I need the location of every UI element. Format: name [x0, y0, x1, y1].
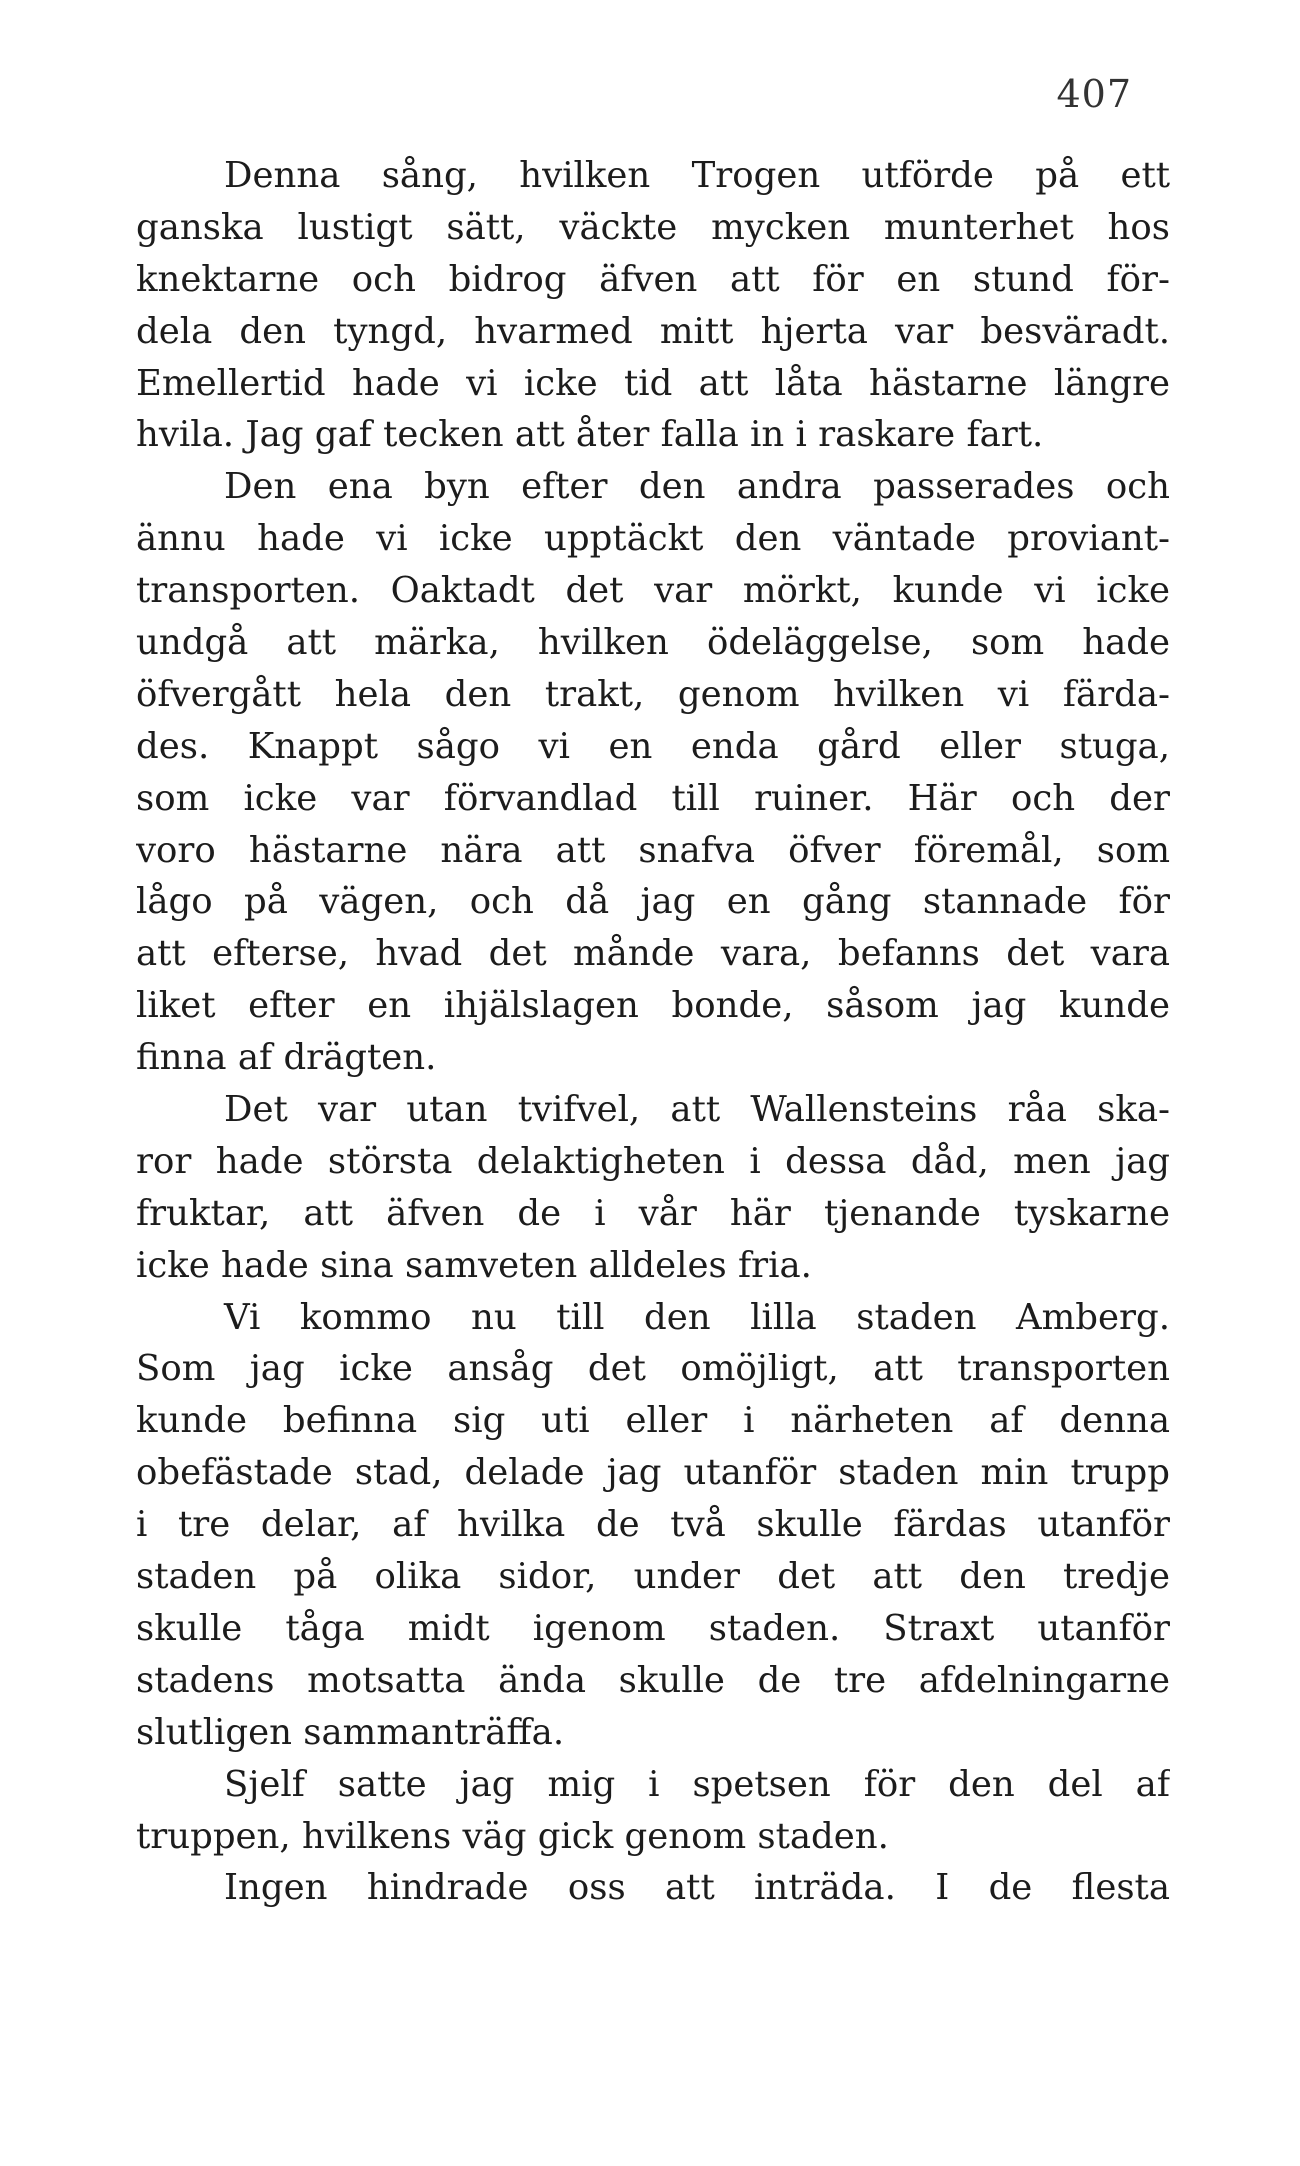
text-line: fruktar, att äfven de i vår här tjenande tyskarne — [136, 1192, 1170, 1234]
text-line: Denna sång, hvilken Trogen utförde på ett — [224, 155, 1170, 196]
text-line: Ingen hindrade oss att inträda. I de flesta — [224, 1867, 1170, 1909]
text-line: ganska lustigt sätt, väckte mycken munterhet hos — [136, 206, 1170, 248]
text-line: Emellertid hade vi icke tid att låta hästarne längre — [136, 362, 1170, 404]
text-line: truppen, hvilkens väg gick genom staden. — [136, 1815, 889, 1857]
page-number: 407 — [1056, 72, 1132, 116]
text-line: slutligen sammanträffa. — [136, 1711, 565, 1753]
text-line: Den ena byn efter den andra passerades och — [224, 466, 1170, 508]
text-line: transporten. Oaktadt det var mörkt, kunde vi icke — [136, 570, 1170, 612]
text-line: stadens motsatta ända skulle de tre afdelningarne — [136, 1659, 1170, 1701]
text-line: voro hästarne nära att snafva öfver föremål, som — [136, 829, 1170, 871]
text-line: lågo på vägen, och då jag en gång stannade för — [136, 881, 1170, 923]
text-line: kunde befinna sig uti eller i närheten af denna — [136, 1400, 1170, 1442]
text-line: hvila. Jag gaf tecken att åter falla in i raskare fart. — [136, 414, 1044, 456]
text-line: liket efter en ihjälslagen bonde, såsom jag kunde — [136, 985, 1170, 1027]
text-line: öfvergått hela den trakt, genom hvilken vi färda- — [136, 673, 1170, 715]
text-line: obefästade stad, delade jag utanför staden min trupp — [136, 1452, 1170, 1494]
text-line: staden på olika sidor, under det att den tredje — [136, 1556, 1170, 1598]
text-line: att efterse, hvad det månde vara, befanns det vara — [136, 933, 1170, 975]
text-line: icke hade sina samveten alldeles fria. — [136, 1244, 812, 1286]
text-line: Vi kommo nu till den lilla staden Amberg. — [224, 1296, 1170, 1338]
text-line: dela den tyngd, hvarmed mitt hjerta var besväradt. — [136, 310, 1170, 352]
text-line: ännu hade vi icke upptäckt den väntade proviant- — [136, 518, 1170, 560]
text-line: i tre delar, af hvilka de två skulle färdas utanför — [136, 1504, 1170, 1546]
text-line: Sjelf satte jag mig i spetsen för den del af — [224, 1763, 1170, 1805]
text-line: skulle tåga midt igenom staden. Straxt utanför — [136, 1607, 1170, 1649]
text-line: knektarne och bidrog äfven att för en stund för- — [136, 258, 1170, 300]
body-text — [136, 150, 1170, 1914]
text-line: finna af drägten. — [136, 1037, 437, 1079]
text-line: Som jag icke ansåg det omöjligt, att transporten — [136, 1348, 1170, 1390]
text-line: Det var utan tvifvel, att Wallensteins råa ska- — [224, 1089, 1170, 1131]
text-line: som icke var förvandlad till ruiner. Här och der — [136, 777, 1170, 819]
text-line: undgå att märka, hvilken ödeläggelse, som hade — [136, 622, 1170, 664]
text-line: des. Knappt sågo vi en enda gård eller stuga, — [136, 725, 1170, 767]
text-line: ror hade största delaktigheten i dessa dåd, men jag — [136, 1140, 1170, 1182]
